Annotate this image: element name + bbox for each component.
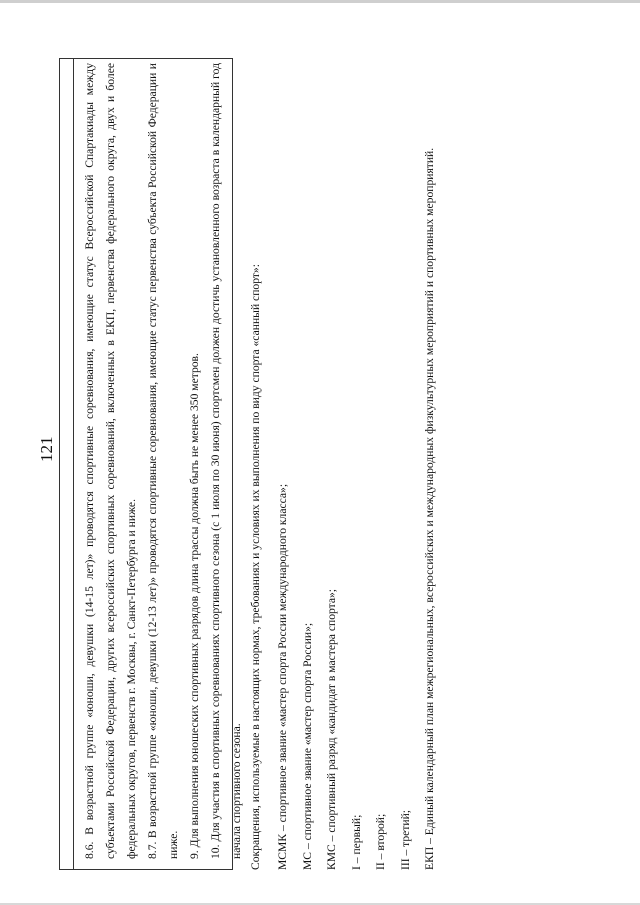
abbreviation-item: ЕКП – Единый календарный план межрегиональных, всероссийских и международных физкультурных мероприятий и спортивных мероприятий. — [423, 147, 436, 870]
note-8-6: 8.6. В возрастной группе «юноши, девушки (14-15 лет)» проводятся спортивные соревнования, имеющие статус Всероссийской Спартакиады между субъектами Российской Федерации, других всероссийских спортивных соревнований, включенных в ЕКП, первенства федерального округа, двух и более федеральных округов, первенств г. Москвы, г. Санкт-Петербурга и ниже. — [83, 63, 138, 859]
abbreviation-item: III – третий; — [398, 809, 412, 870]
table-cell-notes — [79, 63, 247, 859]
abbreviation-item: I – первый; — [349, 814, 363, 870]
abbreviations-intro: Сокращения, используемые в настоящих нормах, требованиях и условиях их выполнения по виду спорта «санный спорт»: — [249, 264, 262, 870]
abbreviation-item: II – второй; — [374, 813, 387, 870]
note-9: 9. Для выполнения юношеских спортивных разрядов длина трассы должна быть не менее 350 метров. — [188, 353, 201, 859]
abbreviations-section — [245, 58, 444, 870]
page-number: 121 — [37, 436, 56, 462]
note-8-7: 8.7. В возрастной группе «юноши, девушки (12-13 лет)» проводятся спортивные соревнования, имеющие статус первенства субъекта Российской Федерации и ниже. — [146, 63, 180, 859]
notes-table — [59, 58, 243, 870]
abbreviation-item: МСМК – спортивное звание «мастер спорта России международного класса»; — [276, 483, 289, 870]
abbreviation-item: КМС – спортивный разряд «кандидат в мастера спорта»; — [325, 588, 338, 870]
page-edge-top — [0, 0, 640, 3]
note-10: 10. Для участия в спортивных соревнованиях спортивного сезона (с 1 июля по 30 июня) спортсмен должен достичь установленного возраста в календарный год начала спортивного сезона. — [209, 63, 243, 859]
table-row-divider — [73, 59, 74, 869]
abbreviation-item: МС – спортивное звание «мастер спорта России»; — [300, 622, 314, 870]
rotated-page-content — [25, 20, 615, 870]
